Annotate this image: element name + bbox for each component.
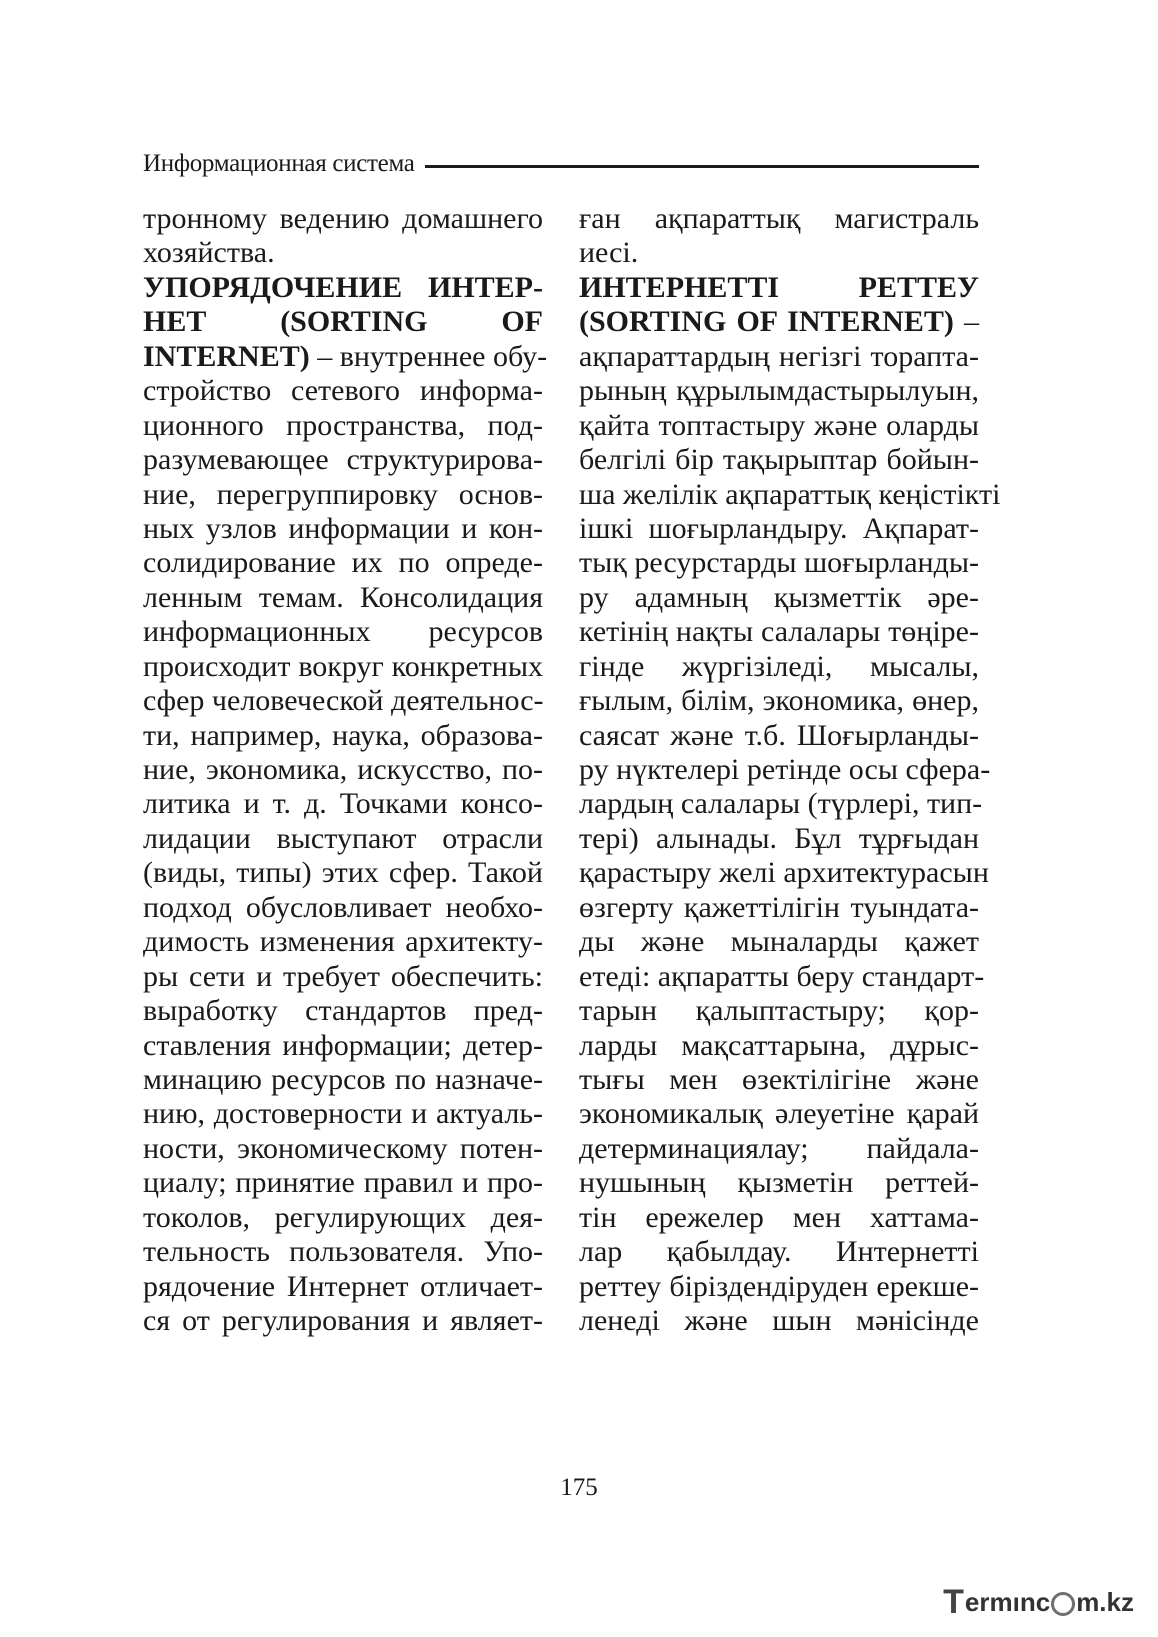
left-column <box>143 202 548 1338</box>
line-text: ры сети и требует обеспечить: <box>143 959 543 993</box>
text-line <box>143 236 543 270</box>
line-text: ние, перегруппировку основ- <box>143 477 543 511</box>
text-line <box>579 925 979 959</box>
term-heading: (SORTING OF INTERNET) <box>579 305 954 339</box>
line-text: тін ережелер мен хаттама- <box>579 1200 979 1234</box>
line-text: гінде жүргізіледі, мысалы, <box>579 649 979 683</box>
line-text: тронному ведению домашнего <box>143 202 543 235</box>
line-text: белгілі бір тақырыптар бойын- <box>579 443 979 477</box>
text-line <box>579 1063 979 1097</box>
line-text: – <box>953 305 979 339</box>
running-head-rule <box>425 165 979 168</box>
line-text: ды және мыналарды қажет <box>579 925 979 959</box>
text-line <box>579 546 979 580</box>
line-text: циалу; принятие правил и про- <box>143 1166 543 1200</box>
text-line <box>143 512 543 546</box>
text-line <box>579 236 979 270</box>
text-line <box>143 1304 543 1338</box>
text-line <box>143 443 543 477</box>
text-line <box>143 719 543 753</box>
text-line <box>579 271 979 305</box>
line-text: солидирование их по опреде- <box>143 546 543 580</box>
line-text: ларды мақсаттарына, дұрыс- <box>579 1028 979 1062</box>
line-text: иесі. <box>579 236 639 270</box>
line-text: нию, достоверности и актуаль- <box>143 1097 543 1131</box>
text-line <box>579 1235 979 1269</box>
line-text: димость изменения архитекту- <box>143 925 543 959</box>
term-heading: INTERNET) <box>143 339 310 373</box>
line-text: реттеу біріздендіруден ерекше- <box>579 1269 979 1303</box>
text-line <box>143 787 543 821</box>
line-text: хозяйства. <box>143 236 275 270</box>
line-text: сфер человеческой деятельнос- <box>143 684 544 718</box>
text-line <box>143 1201 543 1235</box>
line-text: кетінің нақты салалары төңіре- <box>579 615 979 649</box>
text-line <box>579 202 979 236</box>
text-line <box>579 512 979 546</box>
line-text: ленным темам. Консолидация <box>143 580 543 614</box>
line-text: тық ресурстарды шоғырланды- <box>579 546 979 580</box>
text-line <box>143 1029 543 1063</box>
text-line <box>579 1201 979 1235</box>
line-text: ных узлов информации и кон- <box>143 511 543 545</box>
text-line <box>143 1063 543 1097</box>
text-line <box>143 856 543 890</box>
line-text: ти, например, наука, образова- <box>143 718 543 752</box>
text-line <box>143 1097 543 1131</box>
text-line <box>579 1132 979 1166</box>
text-line <box>143 339 548 374</box>
text-line <box>143 374 543 408</box>
text-line <box>579 581 979 615</box>
text-line <box>579 477 1001 512</box>
line-text: ру нүктелері ретінде осы сфера- <box>579 753 991 786</box>
running-head-title: Информационная система <box>143 150 415 177</box>
text-line <box>143 684 543 718</box>
watermark-text-a: ermınc <box>964 1586 1051 1617</box>
text-line <box>579 1304 979 1338</box>
site-watermark <box>943 1583 1134 1621</box>
text-line <box>143 960 543 994</box>
text-line <box>579 1097 979 1131</box>
line-text: нушының қызметін реттей- <box>579 1166 979 1200</box>
line-text: экономикалық әлеуетіне қарай <box>579 1097 979 1131</box>
line-text: тельность пользователя. Упо- <box>143 1235 543 1269</box>
watermark-text-b: m.kz <box>1076 1586 1134 1617</box>
text-line <box>579 684 979 718</box>
text-line <box>143 478 543 512</box>
text-line <box>143 271 543 305</box>
term-heading: УПОРЯДОЧЕНИЕ ИНТЕР- <box>143 270 543 304</box>
text-line <box>143 994 543 1028</box>
text-line <box>579 959 985 994</box>
line-text: рядочение Интернет отличает- <box>143 1269 543 1303</box>
line-text: минацию ресурсов по назначе- <box>143 1062 543 1096</box>
line-text: токолов, регулирующих дея- <box>143 1200 543 1234</box>
text-line <box>579 856 989 890</box>
text-line <box>579 443 979 477</box>
line-text: лар қабылдау. Интернетті <box>579 1235 979 1269</box>
text-line <box>579 994 979 1028</box>
text-line <box>143 753 543 787</box>
text-line <box>143 581 543 615</box>
text-line <box>579 1270 979 1304</box>
text-line <box>579 305 979 339</box>
line-text: рының құрылымдастырылуын, <box>579 374 979 408</box>
text-line <box>143 1132 543 1166</box>
text-line <box>579 787 983 821</box>
line-text: ған ақпараттық магистраль <box>579 202 979 235</box>
text-line <box>579 615 979 649</box>
line-text: ақпараттардың негізгі торапта- <box>579 339 979 373</box>
line-text: ся от регулирования и являет- <box>143 1304 543 1337</box>
right-column <box>579 202 1001 1338</box>
text-line <box>143 650 543 684</box>
text-line <box>143 615 543 649</box>
line-text: детерминациялау; пайдала- <box>579 1131 979 1165</box>
line-text: етеді: ақпаратты беру стандарт- <box>579 959 985 993</box>
text-line <box>143 1270 543 1304</box>
line-text: подход обусловливает необхо- <box>143 890 543 924</box>
line-text: қайта топтастыру және оларды <box>579 408 979 442</box>
page-number: 175 <box>560 1474 598 1501</box>
text-line <box>579 1029 979 1063</box>
line-text: разумевающее структурирова- <box>143 443 543 477</box>
line-text: ставления информации; детер- <box>143 1028 543 1062</box>
line-text: қарастыру желі архитектурасын <box>579 856 989 890</box>
line-text: ности, экономическому потен- <box>143 1131 543 1165</box>
text-line <box>579 1166 979 1200</box>
line-text: стройство сетевого информа- <box>143 374 543 408</box>
line-text: лардың салалары (түрлері, тип- <box>579 787 983 821</box>
line-text: лидации выступают отрасли <box>143 821 543 855</box>
line-text: – внутреннее обу- <box>309 339 548 373</box>
line-text: ние, экономика, искусство, по- <box>143 753 543 786</box>
text-line <box>143 546 543 580</box>
text-line <box>143 202 543 236</box>
line-text: литика и т. д. Точками консо- <box>143 787 543 821</box>
line-text: тығы мен өзектілігіне және <box>579 1062 979 1096</box>
text-line <box>579 719 979 753</box>
line-text: ленеді және шын мәнісінде <box>579 1304 979 1337</box>
line-text: ішкі шоғырландыру. Ақпарат- <box>579 511 979 545</box>
text-line <box>579 409 979 443</box>
text-line <box>143 1166 543 1200</box>
line-text: тері) алынады. Бұл тұрғыдан <box>579 821 979 855</box>
line-text: ша желілік ақпараттық кеңістікті <box>579 477 1001 511</box>
text-line <box>579 753 991 787</box>
text-line <box>143 305 543 339</box>
line-text: саясат және т.б. Шоғырланды- <box>579 718 979 752</box>
line-text: ру адамның қызметтік әре- <box>579 580 979 614</box>
term-heading: ИНТЕРНЕТТІ РЕТТЕУ <box>579 270 979 304</box>
text-line <box>143 822 543 856</box>
line-text: выработку стандартов пред- <box>143 994 543 1028</box>
line-text: ғылым, білім, экономика, өнер, <box>579 684 979 718</box>
text-line <box>579 340 979 374</box>
text-line <box>579 822 979 856</box>
text-line <box>579 891 979 925</box>
text-line <box>143 891 543 925</box>
line-text: ционного пространства, под- <box>143 408 543 442</box>
text-line <box>143 409 543 443</box>
text-line <box>143 925 543 959</box>
line-text: (виды, типы) этих сфер. Такой <box>143 856 543 890</box>
text-line <box>143 1235 543 1269</box>
line-text: происходит вокруг конкретных <box>143 649 543 683</box>
text-line <box>579 374 979 408</box>
running-head <box>143 146 979 182</box>
line-text: тарын қалыптастыру; қор- <box>579 994 979 1028</box>
magnifier-o-icon <box>1051 1592 1075 1616</box>
watermark-t: T <box>943 1582 964 1621</box>
term-heading: НЕТ (SORTING OF <box>143 305 543 339</box>
line-text: өзгерту қажеттілігін туындата- <box>579 890 979 924</box>
text-line <box>579 650 979 684</box>
line-text: информационных ресурсов <box>143 615 543 649</box>
